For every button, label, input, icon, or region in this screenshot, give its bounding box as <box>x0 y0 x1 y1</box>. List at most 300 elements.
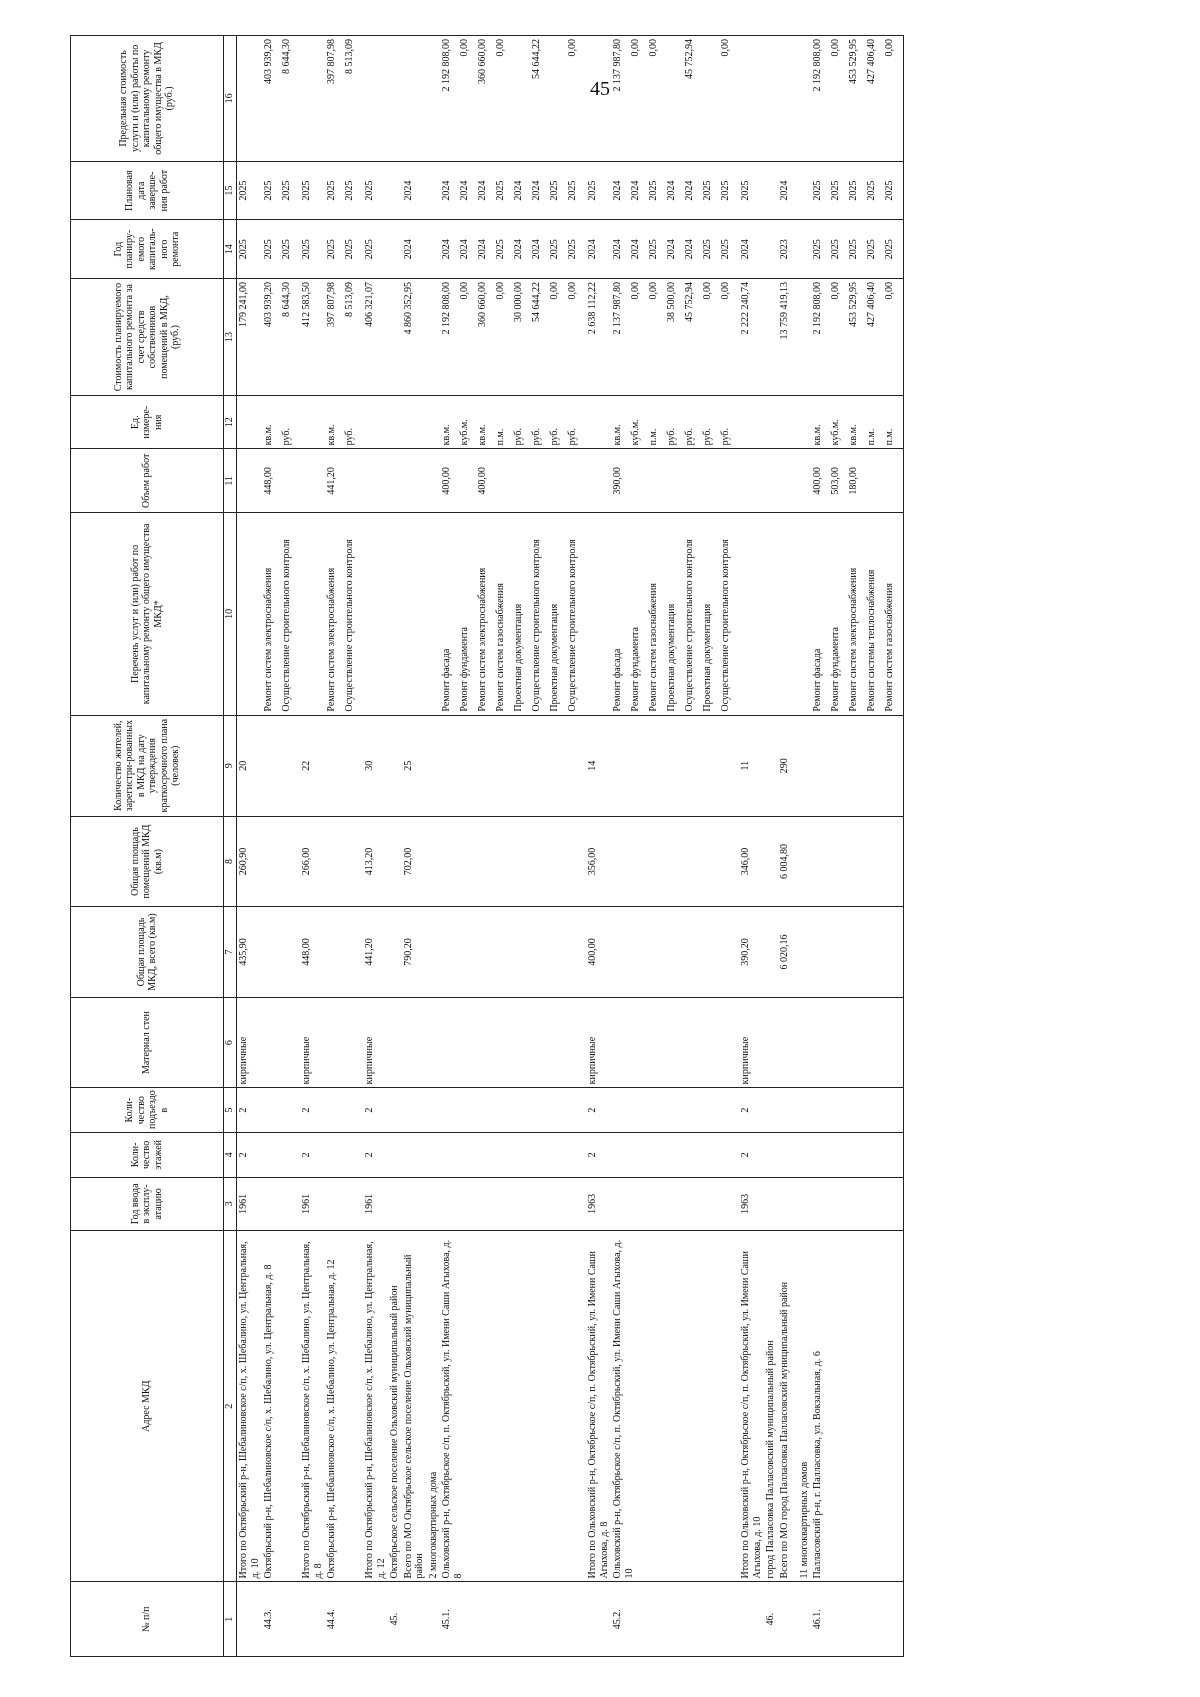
sub-cell: 448,00 <box>263 467 274 495</box>
floors-cell <box>388 1133 402 1178</box>
total-area-cell: 390,20 <box>739 907 764 998</box>
premises-area-cell <box>262 816 300 907</box>
row-number: 45.2. <box>611 1582 739 1657</box>
table-row <box>811 36 904 1657</box>
sub-cell: 2 638 112,22 <box>587 281 598 335</box>
wall-material-cell <box>262 997 300 1088</box>
sub-cell <box>549 39 567 158</box>
sub-cell: Ремонт фундамента <box>459 627 470 712</box>
cost-list <box>764 278 778 395</box>
sub-cell: 2025 <box>344 239 355 260</box>
sub-cell: Проектная документация <box>549 603 560 712</box>
address-cell: Ольховский р-н, Октябрьское с/п, п. Октябрьский, ул. Имени Саши Агыхова, д. 8 <box>440 1231 586 1582</box>
row-number <box>778 1582 798 1657</box>
sub-cell: руб. <box>344 428 355 446</box>
sub-cell: 503,00 <box>830 467 841 495</box>
volume-list <box>739 449 764 513</box>
premises-area-cell: 413,20 <box>363 816 388 907</box>
sub-cell: кв.м. <box>848 424 859 446</box>
sub-cell: 2024 <box>612 180 623 201</box>
premises-area-cell <box>388 816 402 907</box>
cost-list <box>440 278 586 395</box>
column-number: 12 <box>224 396 237 449</box>
column-number: 9 <box>224 715 237 816</box>
sub-cell: 2024 <box>684 180 695 201</box>
sub-cell: 2025 <box>567 180 578 201</box>
sub-cell <box>281 452 299 509</box>
plan-year-list <box>778 220 798 279</box>
entrances-cell <box>764 1088 778 1133</box>
wall-material-cell: кирпичные <box>739 997 764 1088</box>
total-area-cell <box>811 907 904 998</box>
end-date-list <box>300 161 325 220</box>
volume-list <box>363 449 388 513</box>
sub-cell: 403 939,20 <box>263 39 274 84</box>
plan-year-list <box>325 220 363 279</box>
volume-list <box>402 449 427 513</box>
row-number: 45. <box>388 1582 402 1657</box>
sub-cell: кв.м. <box>477 424 488 446</box>
table-row <box>325 36 363 1657</box>
sub-cell: 2024 <box>531 180 542 201</box>
column-number: 4 <box>224 1133 237 1178</box>
column-number: 14 <box>224 220 237 279</box>
floors-cell <box>402 1133 427 1178</box>
works-list <box>611 513 739 715</box>
limit-cost-list <box>388 36 402 162</box>
sub-cell <box>513 452 531 509</box>
sub-cell <box>684 452 702 509</box>
sub-cell: п.м. <box>495 428 506 446</box>
sub-cell: 2025 <box>263 239 274 260</box>
sub-cell: 400,00 <box>477 467 488 495</box>
works-list <box>363 513 388 715</box>
sub-cell: Проектная документация <box>666 603 677 712</box>
sub-cell <box>648 452 666 509</box>
sub-cell: руб. <box>684 428 695 446</box>
entrances-cell <box>402 1088 427 1133</box>
cost-list <box>363 278 388 395</box>
table-row <box>427 36 441 1657</box>
sub-cell: 2025 <box>740 180 751 201</box>
floors-cell: 2 <box>363 1133 388 1178</box>
year-built-cell: 1963 <box>586 1177 611 1230</box>
sub-cell: Ремонт систем газоснабжения <box>884 583 895 712</box>
total-area-cell: 400,00 <box>586 907 611 998</box>
residents-cell <box>440 715 586 816</box>
table-row <box>586 36 611 1657</box>
unit-list <box>611 396 739 449</box>
year-built-cell <box>611 1177 739 1230</box>
sub-cell: п.м. <box>648 428 659 446</box>
sub-cell <box>459 452 477 509</box>
sub-cell: кв.м. <box>812 424 823 446</box>
column-number: 15 <box>224 161 237 220</box>
column-number: 1 <box>224 1582 237 1657</box>
limit-cost-list <box>611 36 739 162</box>
sub-cell: Ремонт фундамента <box>630 627 641 712</box>
sub-cell: 0,00 <box>720 281 731 300</box>
end-date-list <box>764 161 778 220</box>
column-number: 2 <box>224 1231 237 1582</box>
cost-list <box>237 278 263 395</box>
sub-cell: 2 192 808,00 <box>441 281 452 335</box>
wall-material-cell <box>427 997 441 1088</box>
sub-cell: 0,00 <box>549 281 560 300</box>
premises-area-cell <box>325 816 363 907</box>
floors-cell <box>778 1133 798 1178</box>
sub-cell: Ремонт систем электроснабжения <box>263 567 274 712</box>
sub-cell <box>513 39 531 158</box>
year-built-cell <box>402 1177 427 1230</box>
sub-cell: 2025 <box>830 180 841 201</box>
address-cell: Всего по МО город Палласовка Палласовский муниципальный район <box>778 1231 798 1582</box>
column-number: 3 <box>224 1177 237 1230</box>
column-header: Количество жителей, зарегистри-рованных в МКД на дату утверждения краткосрочного плана (человек) <box>71 715 224 816</box>
entrances-cell <box>427 1088 441 1133</box>
sub-cell <box>567 452 585 509</box>
column-header: Ед. измере-ния <box>71 396 224 449</box>
sub-cell: 2025 <box>281 180 292 201</box>
sub-cell: 2 222 240,74 <box>740 281 751 335</box>
cost-list <box>325 278 363 395</box>
sub-cell: 453 529,95 <box>848 39 859 84</box>
sub-cell: куб.м. <box>830 419 841 446</box>
sub-cell: 2025 <box>587 180 598 201</box>
works-list <box>427 513 441 715</box>
sub-cell <box>720 452 738 509</box>
plan-year-list <box>440 220 586 279</box>
column-header: Год планиру-емого капиталь-ного ремонта <box>71 220 224 279</box>
total-area-cell: 790,20 <box>402 907 427 998</box>
cost-list <box>778 278 798 395</box>
volume-list <box>388 449 402 513</box>
sub-cell: 2024 <box>441 180 452 201</box>
table-row <box>300 36 325 1657</box>
column-number: 11 <box>224 449 237 513</box>
address-cell: Октябрьский р-н, Шебалиновское с/п, х. Шебалино, ул. Центральная, д. 8 <box>262 1231 300 1582</box>
sub-cell: 406 321,07 <box>364 281 375 327</box>
column-header: № п/п <box>71 1582 224 1657</box>
row-number <box>739 1582 764 1657</box>
floors-cell <box>325 1133 363 1178</box>
sub-cell: 2024 <box>612 239 623 260</box>
unit-list <box>325 396 363 449</box>
entrances-cell <box>262 1088 300 1133</box>
end-date-list <box>586 161 611 220</box>
sub-cell: 0,00 <box>884 39 895 57</box>
end-date-list <box>739 161 764 220</box>
limit-cost-list <box>402 36 427 162</box>
volume-list <box>300 449 325 513</box>
total-area-cell <box>262 907 300 998</box>
column-header: Перечень услуг и (или) работ по капитальному ремонту общего имущества МКД* <box>71 513 224 715</box>
sub-cell: Ремонт фасада <box>812 648 823 712</box>
floors-cell: 2 <box>300 1133 325 1178</box>
floors-cell <box>440 1133 586 1178</box>
sub-cell: 2024 <box>531 239 542 260</box>
works-list <box>586 513 611 715</box>
volume-list <box>611 449 739 513</box>
sub-cell: Ремонт систем газоснабжения <box>495 583 506 712</box>
address-cell: Ольховский р-н, Октябрьское с/п, п. Октябрьский, ул. Имени Саши Агыхова, д. 10 <box>611 1231 739 1582</box>
year-built-cell: 1961 <box>363 1177 388 1230</box>
sub-cell: 2 192 808,00 <box>812 281 823 335</box>
residents-cell <box>764 715 778 816</box>
end-date-list <box>388 161 402 220</box>
sub-cell: кв.м. <box>612 424 623 446</box>
sub-cell: 2025 <box>263 180 274 201</box>
sub-cell: Проектная документация <box>702 603 713 712</box>
end-date-list <box>440 161 586 220</box>
sub-cell: руб. <box>549 428 560 446</box>
row-number <box>798 1582 812 1657</box>
sub-cell: 2024 <box>778 180 790 201</box>
sub-cell: п.м. <box>866 428 877 446</box>
premises-area-cell <box>811 816 904 907</box>
sub-cell: 412 583,50 <box>301 281 312 327</box>
sub-cell: 2025 <box>301 239 312 260</box>
address-cell: Палласовский р-н, г. Палласовка, ул. Вокзальная, д. 6 <box>811 1231 904 1582</box>
sub-cell <box>702 452 720 509</box>
unit-list <box>300 396 325 449</box>
sub-cell: 360 660,00 <box>477 281 488 327</box>
sub-cell: 0,00 <box>459 281 470 300</box>
sub-cell: 2024 <box>477 239 488 260</box>
sub-cell: 0,00 <box>884 281 895 300</box>
year-built-cell <box>764 1177 778 1230</box>
limit-cost-list <box>427 36 441 162</box>
floors-cell <box>764 1133 778 1178</box>
sub-cell: 0,00 <box>720 39 731 57</box>
works-list <box>237 513 263 715</box>
sub-cell: 2025 <box>866 239 877 260</box>
limit-cost-list <box>811 36 904 162</box>
residents-cell <box>325 715 363 816</box>
column-header: Материал стен <box>71 997 224 1088</box>
limit-cost-list <box>325 36 363 162</box>
limit-cost-list <box>262 36 300 162</box>
column-number: 10 <box>224 513 237 715</box>
sub-cell: 2 192 808,00 <box>812 39 823 92</box>
sub-cell: 2024 <box>513 180 524 201</box>
end-date-list <box>427 161 441 220</box>
sub-cell: 2025 <box>720 180 731 201</box>
sub-cell: 2025 <box>344 180 355 201</box>
floors-cell <box>811 1133 904 1178</box>
volume-list <box>811 449 904 513</box>
address-cell: Итого по Октябрьский р-н, Шебалиновское с/п, х. Шебалино, ул. Центральная, д. 8 <box>300 1231 325 1582</box>
unit-list <box>764 396 778 449</box>
end-date-list <box>402 161 427 220</box>
premises-area-cell: 702,00 <box>402 816 427 907</box>
column-header: Коли-чество подъездо в <box>71 1088 224 1133</box>
sub-cell: 2023 <box>778 239 790 260</box>
sub-cell: 2025 <box>812 239 823 260</box>
premises-area-cell: 346,00 <box>739 816 764 907</box>
sub-cell <box>884 452 902 509</box>
end-date-list <box>262 161 300 220</box>
wall-material-cell <box>402 997 427 1088</box>
sub-cell: 8 644,30 <box>281 39 292 74</box>
column-number: 13 <box>224 278 237 395</box>
cost-list <box>262 278 300 395</box>
table-row <box>764 36 778 1657</box>
sub-cell: 0,00 <box>630 39 641 57</box>
sub-cell: 2025 <box>364 180 375 201</box>
sub-cell <box>531 452 549 509</box>
unit-list <box>388 396 402 449</box>
residents-cell <box>798 715 812 816</box>
sub-cell: 2025 <box>720 239 731 260</box>
sub-cell: кв.м. <box>263 424 274 446</box>
cost-list <box>427 278 441 395</box>
sub-cell: 403 939,20 <box>263 281 274 327</box>
row-number <box>237 1582 263 1657</box>
sub-cell: Ремонт систем газоснабжения <box>648 583 659 712</box>
column-header: Стоимость планируемого капитального ремонта за счет средств собственников помещений в МКД, (руб.) <box>71 278 224 395</box>
limit-cost-list <box>739 36 764 162</box>
end-date-list <box>237 161 263 220</box>
residents-cell <box>427 715 441 816</box>
entrances-cell: 2 <box>363 1088 388 1133</box>
sub-cell: Осуществление строительного контроля <box>720 539 731 712</box>
sub-cell: 2024 <box>587 239 598 260</box>
row-number: 44.4. <box>325 1582 363 1657</box>
row-number <box>300 1582 325 1657</box>
sub-cell: 54 644,22 <box>531 39 542 79</box>
wall-material-cell <box>611 997 739 1088</box>
entrances-cell: 2 <box>237 1088 263 1133</box>
table-header-row <box>71 36 224 1657</box>
sub-cell: 397 807,98 <box>326 39 337 84</box>
sub-cell: 441,20 <box>326 467 337 495</box>
address-cell: 11 многоквартирных домов <box>798 1231 812 1582</box>
works-list <box>739 513 764 715</box>
unit-list <box>778 396 798 449</box>
sub-cell: 2024 <box>666 239 677 260</box>
column-header: Коли-чество этажей <box>71 1133 224 1178</box>
sub-cell: кв.м. <box>441 424 452 446</box>
end-date-list <box>798 161 812 220</box>
sub-cell: 2024 <box>402 180 414 201</box>
sub-cell: 0,00 <box>830 281 841 300</box>
residents-cell <box>262 715 300 816</box>
sub-cell: Ремонт фасада <box>441 648 452 712</box>
works-list <box>764 513 778 715</box>
sub-cell: 2024 <box>740 239 751 260</box>
sub-cell: Ремонт системы теплоснабжения <box>866 569 877 712</box>
limit-cost-list <box>363 36 388 162</box>
unit-list <box>739 396 764 449</box>
floors-cell <box>262 1133 300 1178</box>
sub-cell: 54 644,22 <box>531 281 542 322</box>
cost-list <box>611 278 739 395</box>
sub-cell: 179 241,00 <box>238 281 249 327</box>
wall-material-cell <box>811 997 904 1088</box>
row-number: 44.3. <box>262 1582 300 1657</box>
sub-cell: 2025 <box>848 180 859 201</box>
sub-cell: Ремонт систем электроснабжения <box>477 567 488 712</box>
sub-cell: 2024 <box>630 180 641 201</box>
works-list <box>402 513 427 715</box>
end-date-list <box>778 161 798 220</box>
works-list <box>798 513 812 715</box>
year-built-cell <box>811 1177 904 1230</box>
residents-cell: 290 <box>778 715 798 816</box>
sub-cell: 397 807,98 <box>326 281 337 327</box>
year-built-cell <box>388 1177 402 1230</box>
table-row <box>388 36 402 1657</box>
column-number: 16 <box>224 36 237 162</box>
cost-list <box>586 278 611 395</box>
sub-cell <box>666 452 684 509</box>
plan-year-list <box>427 220 441 279</box>
works-list <box>262 513 300 715</box>
sub-cell: 2025 <box>567 239 578 260</box>
sub-cell <box>549 452 567 509</box>
plan-year-list <box>798 220 812 279</box>
sub-cell: 0,00 <box>702 281 713 300</box>
sub-cell: 2025 <box>364 239 375 260</box>
sub-cell <box>866 452 884 509</box>
sub-cell: 2025 <box>326 180 337 201</box>
total-area-cell: 441,20 <box>363 907 388 998</box>
column-header: Плановая дата заверше-ния работ <box>71 161 224 220</box>
works-list <box>388 513 402 715</box>
total-area-cell: 435,90 <box>237 907 263 998</box>
sub-cell: Осуществление строительного контроля <box>281 539 292 712</box>
total-area-cell <box>440 907 586 998</box>
sub-cell: Осуществление строительного контроля <box>567 539 578 712</box>
sub-cell: Ремонт фундамента <box>830 627 841 712</box>
premises-area-cell <box>440 816 586 907</box>
sub-cell: 2025 <box>702 239 713 260</box>
sub-cell: 2024 <box>459 239 470 260</box>
sub-cell: 400,00 <box>812 467 823 495</box>
entrances-cell <box>611 1088 739 1133</box>
residents-cell <box>811 715 904 816</box>
sub-cell: 0,00 <box>495 39 506 57</box>
plan-year-list <box>300 220 325 279</box>
wall-material-cell <box>798 997 812 1088</box>
floors-cell <box>611 1133 739 1178</box>
works-list <box>325 513 363 715</box>
sub-cell: 2025 <box>495 180 506 201</box>
wall-material-cell <box>778 997 798 1088</box>
total-area-cell: 6 020,16 <box>778 907 798 998</box>
sub-cell: 2 192 808,00 <box>441 39 452 92</box>
table-row <box>237 36 263 1657</box>
limit-cost-list <box>440 36 586 162</box>
row-number <box>402 1582 427 1657</box>
cost-list <box>300 278 325 395</box>
plan-year-list <box>811 220 904 279</box>
premises-area-cell: 356,00 <box>586 816 611 907</box>
address-cell: Октябрьский р-н, Шебалиновское с/п, х. Шебалино, ул. Центральная, д. 12 <box>325 1231 363 1582</box>
sub-cell: Проектная документация <box>513 603 524 712</box>
unit-list <box>427 396 441 449</box>
column-header: Общая площадь МКД, всего (кв.м) <box>71 907 224 998</box>
sub-cell: 2025 <box>549 239 560 260</box>
floors-cell: 2 <box>237 1133 263 1178</box>
sub-cell: 2025 <box>848 239 859 260</box>
volume-list <box>325 449 363 513</box>
entrances-cell <box>778 1088 798 1133</box>
column-number: 6 <box>224 997 237 1088</box>
plan-year-list <box>363 220 388 279</box>
entrances-cell <box>440 1088 586 1133</box>
